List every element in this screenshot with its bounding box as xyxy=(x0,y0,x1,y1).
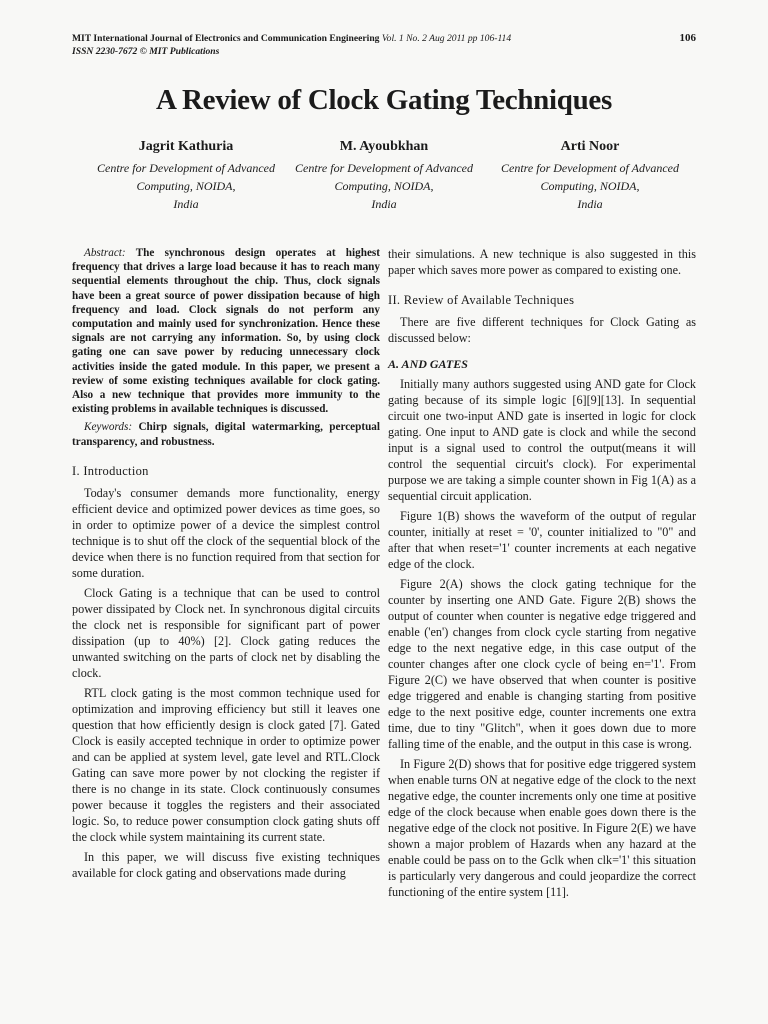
section-heading-review: II. Review of Available Techniques xyxy=(388,293,575,307)
intro-paragraph-3: RTL clock gating is the most common technique used for optimization and improving efficiency but still it leaves one question that how efficiently design is clock gated [7]. Gated Clock is easily accepted technique in order to optimize power and can be applied at system level, gate level and RTL.Clock Gating can save more power by not clocking the register if there is no change in its state. Clock continuously consumes power because it toggles the registers and their associated logic. So, to reduce power consumption clock gating shuts off the clock while system maintaining its current state. xyxy=(72,685,380,844)
abstract-text: The synchronous design operates at highest frequency that drives a large load because it has to reach many sequential elements throughout the chip. Thus, clock signals have been a great source of power dissipation because of high frequency and load. Clock signals do not perform any computation and mainly used for synchronization. Hence these signals are not carrying any information. So, by using clock gating one can save power by reducing unnecessary clock activities inside the gated module. In this paper, we present a review of some existing techniques available for clock gating. Also a new technique that provides more immunity to the existing problems in available techniques is discussed. xyxy=(72,247,380,416)
affiliation-line: Centre for Development of Advanced xyxy=(295,161,473,175)
keywords-text: Chirp signals, digital watermarking, perceptual transparency, and robustness. xyxy=(72,421,381,448)
right-column xyxy=(388,246,696,904)
author-2 xyxy=(284,138,484,213)
abstract-label: Abstract: xyxy=(84,247,126,259)
author-name: Arti Noor xyxy=(560,139,620,154)
affiliation-line: India xyxy=(173,197,199,211)
author-name: M. Ayoubkhan xyxy=(339,139,429,154)
affiliation-line: Centre for Development of Advanced xyxy=(97,161,275,175)
continued-paragraph: their simulations. A new technique is also suggested in this paper which saves more power as compared to existing one. xyxy=(388,247,696,277)
author-affiliation xyxy=(490,159,690,213)
author-name: Jagrit Kathuria xyxy=(138,139,234,154)
review-paragraph-4: Figure 2(A) shows the clock gating technique for the counter by inserting one AND Gate. Figure 2(B) shows the output of counter when counter is negative edge triggered and enable ('en') changes from clock cycle starting from negative edge to the next negative edge, in this case output of the counter changes after one clock cycle of being en='1'. From Figure 2(C) we have observed that when counter is positive edge triggered and enable is changing starting from positive edge to the next positive edge, counter increments one extra time, due to tiny "Glitch", when it goes down due to more falling time of the enable, and the output in this case is wrong. xyxy=(388,577,696,751)
review-paragraph-1: There are five different techniques for Clock Gating as discussed below: xyxy=(388,315,696,345)
affiliation-line: Centre for Development of Advanced xyxy=(501,161,679,175)
review-paragraph-2: Initially many authors suggested using AND gate for Clock gating because of its simple logic [6][9][13]. In sequential circuit one two-input AND gate is inserted in logic for clock gating. One input to AND gate is clock and while the second input is a signal used to control the output(means it will control the sequential circuit's clock). For experimental purpose we are taking a simple counter shown in Fig 1(A) as a sequential circuit application. xyxy=(388,377,696,503)
issn-line: ISSN 2230-7672 © MIT Publications xyxy=(72,46,220,57)
affiliation-line: Computing, NOIDA, xyxy=(136,179,236,193)
author-affiliation xyxy=(284,159,484,213)
subsection-heading-and-gates: A. AND GATES xyxy=(388,357,468,371)
review-paragraph-5: In Figure 2(D) shows that for positive edge triggered system when enable turns ON at negative edge of the clock to the next negative edge, the counter increments only one time at positive edge of the clock because when enable goes down there is the negative edge of the clock not positive. In Figure 2(E) we have shown a major problem of Hazards when any hazard at the enable could be pass on to the Gclk when clk='1' this situation is particularly very dangerous and could jeopardize the correct functioning of the entire system [11]. xyxy=(388,757,696,899)
affiliation-line: India xyxy=(371,197,397,211)
intro-paragraph-2: Clock Gating is a technique that can be used to control power dissipated by Clock net. In synchronous digital circuits the clock net is responsible for significant part of power dissipation (up to 40%) [2]. Clock gating reduces the unwanted switching on the parts of clock net by disabling the clock. xyxy=(72,585,380,680)
page-number: 106 xyxy=(679,32,696,44)
author-1 xyxy=(86,138,286,213)
journal-name: MIT International Journal of Electronics and Communication Engineering xyxy=(72,33,380,44)
intro-paragraph-4: In this paper, we will discuss five existing techniques available for clock gating and observations made during xyxy=(72,849,380,880)
author-affiliation xyxy=(86,159,286,213)
abstract xyxy=(72,246,380,416)
left-column xyxy=(72,246,380,885)
affiliation-line: Computing, NOIDA, xyxy=(334,179,434,193)
affiliation-line: India xyxy=(577,197,603,211)
keywords-label: Keywords: xyxy=(84,421,133,434)
section-heading-intro: I. Introduction xyxy=(72,463,149,478)
paper-title: A Review of Clock Gating Techniques xyxy=(156,84,612,116)
intro-paragraph-1: Today's consumer demands more functionality, energy efficient device and optimized power devices as time goes, so in order to optimize power of a device the simplest control technique is to shut off the clock of the sequential block of the device when there is no function required from that section for some duration. xyxy=(72,485,380,580)
review-paragraph-3: Figure 1(B) shows the waveform of the output of regular counter, initially at reset = '0', counter initialized to "0" and after that when reset='1' counter increments at each negative edge of the clock. xyxy=(388,509,696,571)
journal-volume: Vol. 1 No. 2 Aug 2011 pp 106-114 xyxy=(381,33,512,44)
journal-line xyxy=(72,32,696,45)
affiliation-line: Computing, NOIDA, xyxy=(540,179,640,193)
keywords xyxy=(72,420,380,448)
running-header xyxy=(72,32,696,58)
author-3 xyxy=(490,138,690,213)
